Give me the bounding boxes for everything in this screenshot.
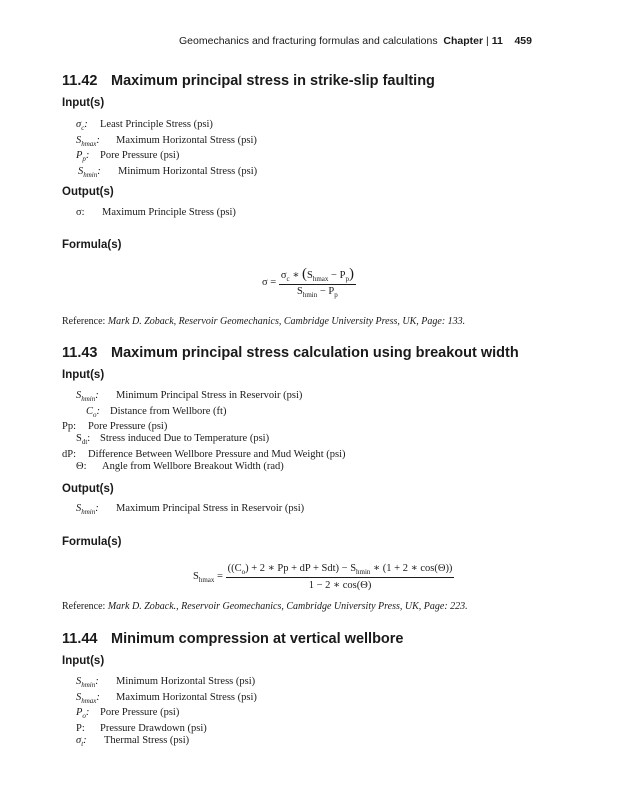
inputs-heading: Input(s): [62, 369, 105, 381]
description: Minimum Horizontal Stress (psi): [116, 676, 256, 687]
input-row: [62, 166, 257, 182]
section-heading-11-44: [62, 631, 404, 647]
input-row: [62, 676, 257, 692]
description: Minimum Horizontal Stress (psi): [118, 165, 258, 177]
input-row: [62, 421, 346, 433]
input-row: [62, 723, 257, 735]
description: Pore Pressure (psi): [100, 150, 180, 161]
outputs-heading: Output(s): [62, 186, 114, 198]
formula-heading: Formula(s): [62, 536, 122, 548]
symbol: $S_{dt}$:: [76, 433, 91, 447]
description: Maximum Principle Stress (psi): [102, 207, 236, 218]
reference-text: Mark D. Zoback., Reservoir Geomechanics, Cambridge University Press, UK, Page: 223.: [107, 601, 468, 612]
symbol: Pp:: [62, 421, 77, 432]
input-list: [62, 390, 346, 474]
reference-text: Mark D. Zoback, Reservoir Geomechanics, Cambridge University Press, UK, Page: 133.: [107, 316, 466, 327]
symbol: $P_o$:: [76, 707, 90, 721]
running-head: [179, 35, 532, 47]
reference-label: Reference:: [62, 316, 106, 327]
symbol: dP:: [62, 448, 77, 460]
description: Pore Pressure (psi): [100, 707, 180, 718]
description: Maximum Horizontal Stress (psi): [116, 691, 257, 703]
section-number: 11.42: [62, 73, 98, 89]
section-heading-11-42: [62, 73, 435, 89]
output-row: [62, 503, 304, 519]
reference-11-42: [62, 316, 465, 327]
symbol: Θ:: [76, 461, 87, 473]
section-heading-11-43: [62, 345, 519, 361]
formula-11-43: $S_{hmax}$ = $\frac{((C_o) + 2 ∗ Pp + dP + Sdt) - S_{hmin} ∗ (1 + 2 ∗ \cos(\Theta))}{1 - 2 ∗ \cos(\Theta)}$: [193, 563, 453, 592]
inputs-heading: Input(s): [62, 97, 105, 109]
symbol: $\sigma_c$:: [76, 119, 88, 133]
description: Stress induced Due to Temperature (psi): [100, 433, 270, 445]
symbol: $S_{hmin}$:: [78, 165, 101, 179]
input-row: [62, 135, 257, 151]
description: Pore Pressure (psi): [88, 421, 168, 432]
chapter-number: 11: [491, 35, 503, 47]
input-row: [62, 119, 257, 135]
output-list: [62, 207, 236, 219]
symbol: $C_o$:: [86, 405, 101, 419]
section-title: Maximum principal stress in strike-slip faulting: [111, 73, 435, 89]
symbol: P:: [76, 722, 85, 734]
description: Distance from Wellbore (ft): [110, 405, 227, 417]
input-list: [62, 119, 257, 181]
input-row: [62, 461, 346, 473]
page-number: 459: [514, 35, 532, 47]
input-row: [62, 433, 346, 449]
symbol: $S_{hmax}$:: [76, 691, 100, 705]
section-title: Minimum compression at vertical wellbore: [111, 631, 404, 647]
input-row: [62, 150, 257, 166]
input-row: [62, 735, 257, 751]
description: Minimum Principal Stress in Reservoir (psi): [116, 390, 303, 401]
input-list: [62, 676, 257, 750]
reference-11-43: [62, 601, 468, 612]
symbol: $S_{hmin}$:: [76, 390, 99, 404]
formula-11-42: σ = $\frac{\sigma_c ∗ (S_{hmax} - P_p)}{S_{hmin} - P_p}$: [262, 266, 354, 300]
output-list: [62, 503, 304, 519]
reference-label: Reference:: [62, 601, 106, 612]
outputs-heading: Output(s): [62, 483, 114, 495]
output-row: [62, 207, 236, 219]
input-row: [62, 692, 257, 708]
description: Thermal Stress (psi): [104, 734, 190, 746]
description: Angle from Wellbore Breakout Width (rad): [102, 461, 284, 473]
input-row: [62, 390, 346, 406]
input-row: [62, 707, 257, 723]
symbol: $P_p$:: [76, 150, 90, 164]
running-title: Geomechanics and fracturing formulas and calculations: [179, 35, 438, 47]
input-row: [62, 406, 346, 422]
symbol: $S_{hmin}$:: [76, 676, 99, 690]
symbol: σ:: [76, 207, 85, 218]
formula-heading: Formula(s): [62, 239, 122, 251]
description: Difference Between Wellbore Pressure and Mud Weight (psi): [88, 448, 346, 460]
chapter-label: Chapter: [443, 35, 484, 47]
description: Maximum Horizontal Stress (psi): [116, 134, 257, 146]
section-title: Maximum principal stress calculation using breakout width: [111, 345, 519, 361]
description: Maximum Principal Stress in Reservoir (psi): [116, 503, 305, 514]
chapter-separator: |: [486, 35, 489, 47]
description: Least Principle Stress (psi): [100, 119, 213, 130]
description: Pressure Drawdown (psi): [100, 722, 207, 734]
section-number: 11.44: [62, 631, 98, 647]
symbol: $\sigma_t$:: [76, 734, 87, 748]
inputs-heading: Input(s): [62, 655, 105, 667]
section-number: 11.43: [62, 345, 98, 361]
symbol: $S_{hmin}$:: [76, 503, 99, 517]
symbol: $S_{hmax}$:: [76, 134, 100, 148]
input-row: [62, 449, 346, 461]
